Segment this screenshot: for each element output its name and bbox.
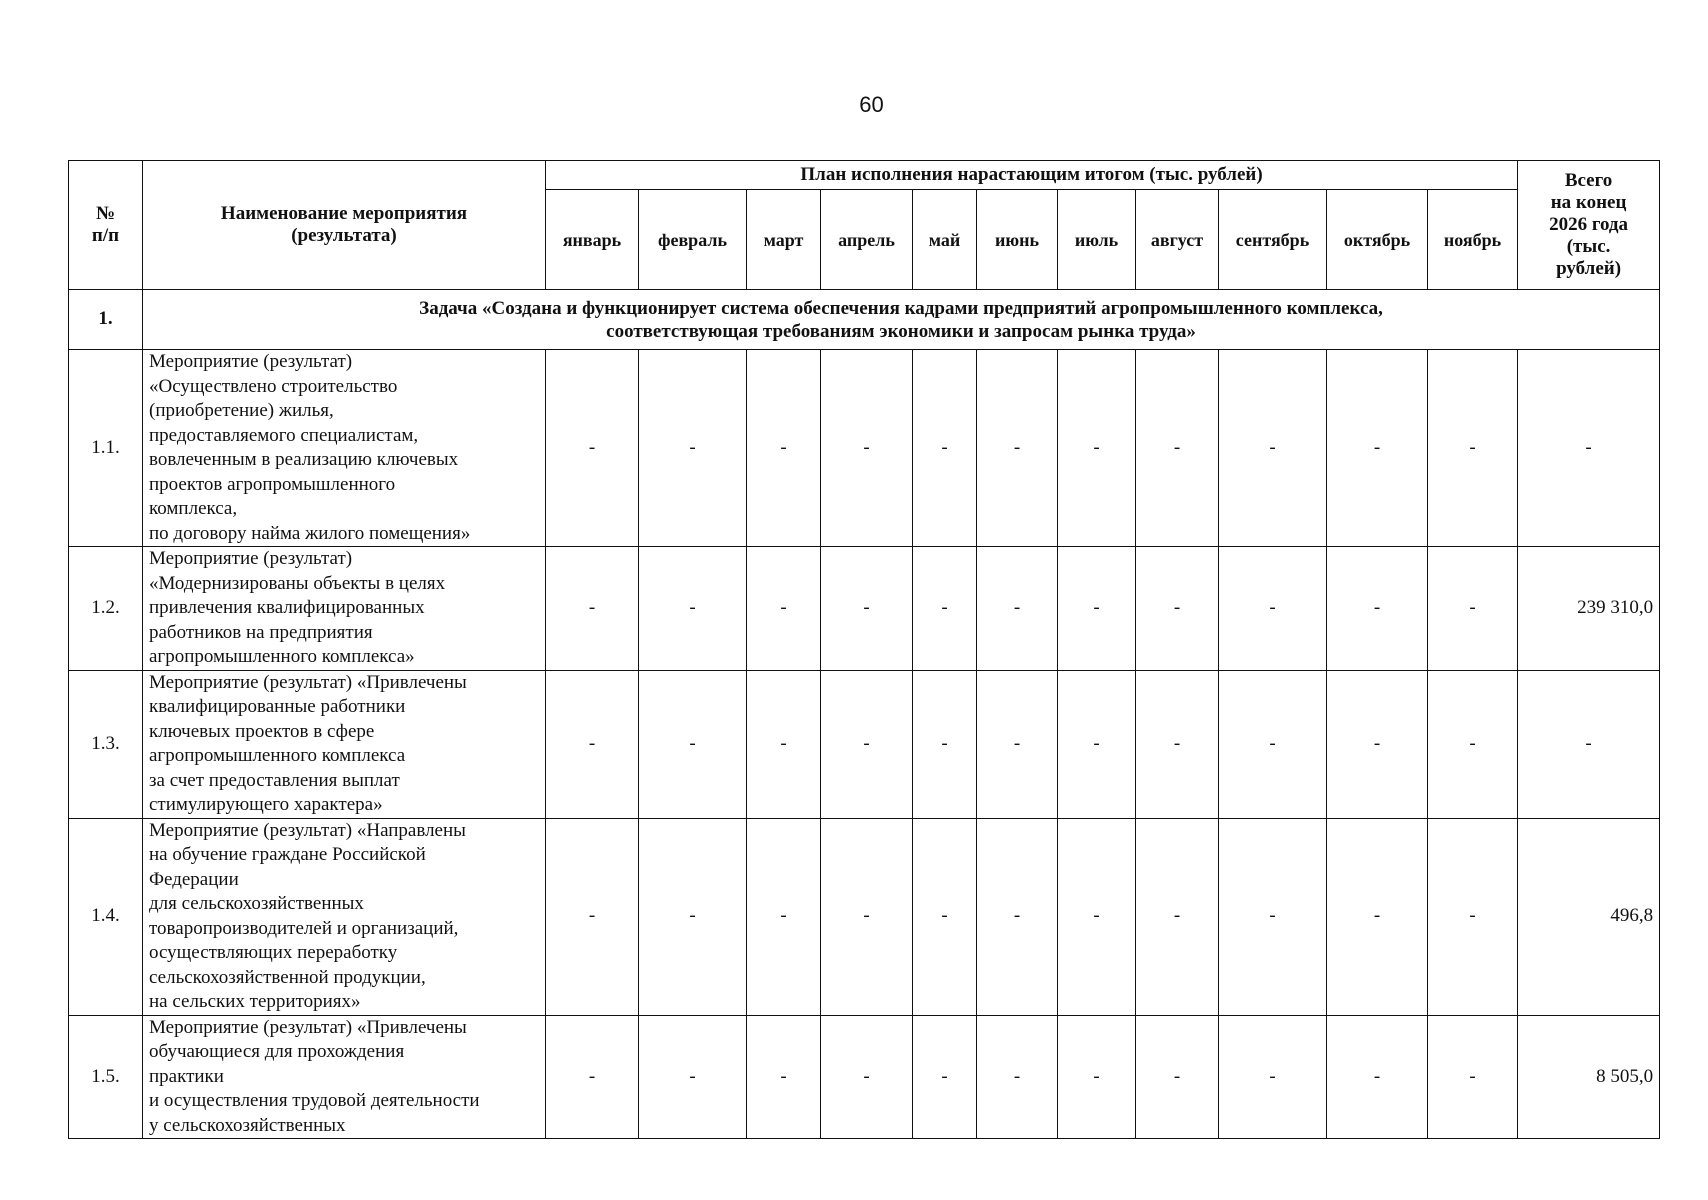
month-value: - <box>747 1015 821 1139</box>
row-activity-name: Мероприятие (результат) «Осуществлено строительство (приобретение) жилья, предоставляемого специалистам, вовлеченным в реализацию ключевых проектов агропромышленного комплекса, по договору найма жилого помещения» <box>143 350 546 547</box>
task-text: Задача «Создана и функционирует система обеспечения кадрами предприятий агропромышленного комплекса, соответствующая требованиям экономики и запросам рынка труда» <box>143 290 1660 350</box>
month-value: - <box>747 547 821 671</box>
month-value: - <box>1136 818 1219 1015</box>
month-value: - <box>546 818 639 1015</box>
month-header: март <box>747 190 821 290</box>
month-value: - <box>1428 818 1518 1015</box>
month-value: - <box>913 547 977 671</box>
month-value: - <box>977 818 1058 1015</box>
month-value: - <box>1058 350 1136 547</box>
month-value: - <box>1219 547 1327 671</box>
header-total: Всего на конец 2026 года (тыс. рублей) <box>1518 161 1660 290</box>
month-value: - <box>1058 670 1136 818</box>
month-value: - <box>747 818 821 1015</box>
month-value: - <box>639 818 747 1015</box>
table-row <box>69 547 1660 671</box>
month-value: - <box>747 350 821 547</box>
month-value: - <box>1136 1015 1219 1139</box>
month-value: - <box>1219 818 1327 1015</box>
row-activity-name: Мероприятие (результат) «Привлечены квалифицированные работники ключевых проектов в сфере агропромышленного комплекса за счет предоставления выплат стимулирующего характера» <box>143 670 546 818</box>
row-total: 8 505,0 <box>1518 1015 1660 1139</box>
month-value: - <box>821 670 913 818</box>
table-row <box>69 670 1660 818</box>
month-header: февраль <box>639 190 747 290</box>
month-header: январь <box>546 190 639 290</box>
month-value: - <box>1219 1015 1327 1139</box>
month-value: - <box>1058 547 1136 671</box>
month-value: - <box>1136 547 1219 671</box>
month-value: - <box>546 670 639 818</box>
month-value: - <box>747 670 821 818</box>
month-value: - <box>913 350 977 547</box>
month-value: - <box>639 350 747 547</box>
row-activity-name: Мероприятие (результат) «Направлены на обучение граждане Российской Федерации для сельскохозяйственных товаропроизводителей и организаций, осуществляющих переработку сельскохозяйственной продукции, на сельских территориях» <box>143 818 546 1015</box>
row-number: 1.5. <box>69 1015 143 1139</box>
header-num: № п/п <box>69 161 143 290</box>
month-value: - <box>821 350 913 547</box>
month-value: - <box>1428 350 1518 547</box>
month-header: апрель <box>821 190 913 290</box>
month-value: - <box>977 1015 1058 1139</box>
month-value: - <box>1058 818 1136 1015</box>
page-number: 60 <box>859 92 884 117</box>
row-total: 496,8 <box>1518 818 1660 1015</box>
row-number: 1.2. <box>69 547 143 671</box>
table-row <box>69 1015 1660 1139</box>
month-value: - <box>1327 818 1428 1015</box>
month-header: июль <box>1058 190 1136 290</box>
month-value: - <box>1219 350 1327 547</box>
task-row <box>69 290 1660 350</box>
month-value: - <box>1327 350 1428 547</box>
month-value: - <box>821 1015 913 1139</box>
row-total: - <box>1518 350 1660 547</box>
row-activity-name: Мероприятие (результат) «Модернизированы объекты в целях привлечения квалифицированных работников на предприятия агропромышленного комплекса» <box>143 547 546 671</box>
header-name: Наименование мероприятия (результата) <box>143 161 546 290</box>
month-value: - <box>639 1015 747 1139</box>
month-value: - <box>546 350 639 547</box>
month-value: - <box>821 818 913 1015</box>
plan-table <box>68 160 1660 1139</box>
month-value: - <box>546 547 639 671</box>
month-header: август <box>1136 190 1219 290</box>
month-header: май <box>913 190 977 290</box>
month-value: - <box>1327 670 1428 818</box>
month-value: - <box>913 1015 977 1139</box>
month-value: - <box>1428 547 1518 671</box>
month-value: - <box>1327 547 1428 671</box>
row-total: 239 310,0 <box>1518 547 1660 671</box>
row-number: 1.4. <box>69 818 143 1015</box>
month-header: ноябрь <box>1428 190 1518 290</box>
month-value: - <box>1058 1015 1136 1139</box>
month-value: - <box>821 547 913 671</box>
month-value: - <box>639 670 747 818</box>
row-number: 1.1. <box>69 350 143 547</box>
month-value: - <box>913 818 977 1015</box>
month-value: - <box>977 350 1058 547</box>
month-value: - <box>1428 670 1518 818</box>
month-value: - <box>977 670 1058 818</box>
row-number: 1.3. <box>69 670 143 818</box>
month-value: - <box>1136 350 1219 547</box>
row-activity-name: Мероприятие (результат) «Привлечены обучающиеся для прохождения практики и осуществления трудовой деятельности у сельскохозяйственных <box>143 1015 546 1139</box>
month-header: июнь <box>977 190 1058 290</box>
month-value: - <box>1327 1015 1428 1139</box>
row-total: - <box>1518 670 1660 818</box>
month-value: - <box>1428 1015 1518 1139</box>
table-row <box>69 350 1660 547</box>
month-value: - <box>977 547 1058 671</box>
month-value: - <box>546 1015 639 1139</box>
table-row <box>69 818 1660 1015</box>
month-value: - <box>639 547 747 671</box>
month-value: - <box>1219 670 1327 818</box>
month-value: - <box>913 670 977 818</box>
month-value: - <box>1136 670 1219 818</box>
task-num: 1. <box>69 290 143 350</box>
month-header: сентябрь <box>1219 190 1327 290</box>
header-plan: План исполнения нарастающим итогом (тыс. рублей) <box>546 161 1518 190</box>
month-header: октябрь <box>1327 190 1428 290</box>
